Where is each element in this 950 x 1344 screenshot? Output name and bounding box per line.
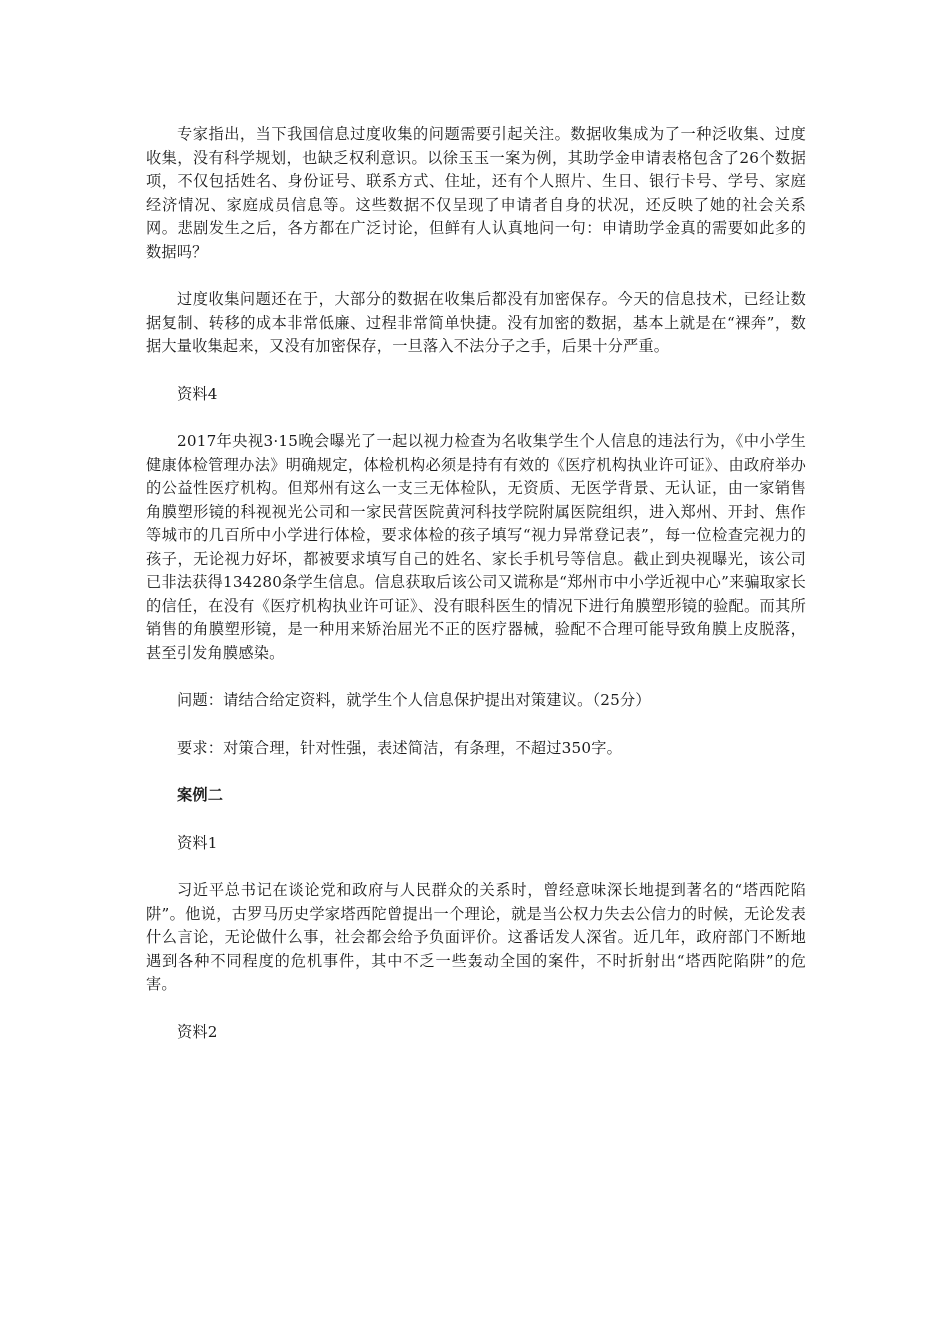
paragraph-encryption: 过度收集问题还在于，大部分的数据在收集后都没有加密保存。今天的信息技术，已经让数据复制、转移的成本非常低廉、过程非常简单快捷。没有加密的数据，基本上就是在“裸奔”，数据大量收集起来，又没有加密保存，一旦落入不法分子之手，后果十分严重。 — [146, 290, 806, 355]
paragraph-tacitus-trap: 习近平总书记在谈论党和政府与人民群众的关系时，曾经意味深长地提到著名的“塔西陀陷阱”。他说，古罗马历史学家塔西陀曾提出一个理论，就是当公权力失去公信力的时候，无论发表什么言论，无论做什么事，社会都会给予负面评价。这番话发人深省。近几年，政府部门不断地遇到各种不同程度的危机事件，其中不乏一些轰动全国的案件，不时折射出“塔西陀陷阱”的危害。 — [146, 881, 806, 993]
requirement-text: 要求：对策合理，针对性强，表述简洁，有条理，不超过350字。 — [177, 738, 623, 757]
case-two-heading: 案例二 — [177, 786, 224, 804]
material-1-label: 资料1 — [177, 833, 218, 852]
material-2-label: 资料2 — [177, 1022, 218, 1041]
paragraph-cctv-case: 2017年央视3·15晚会曝光了一起以视力检查为名收集学生个人信息的违法行为，《中小学生健康体检管理办法》明确规定，体检机构必须是持有有效的《医疗机构执业许可证》、由政府举办的公益性医疗机构。但郑州有这么一支三无体检队，无资质、无医学背景、无认证，由一家销售角膜塑形镜的科视视光公司和一家民营医院黄河科技学院附属医院组织，进入郑州、开封、焦作等城市的几百所中小学进行体检，要求体检的孩子填写“视力异常登记表”，每一位检查完视力的孩子，无论视力好坏，都被要求填写自己的姓名、家长手机号等信息。截止到央视曝光，该公司已非法获得134280条学生信息。信息获取后该公司又谎称是“郑州市中小学近视中心”来骗取家长的信任，在没有《医疗机构执业许可证》、没有眼科医生的情况下进行角膜塑形镜的验配。而其所销售的角膜塑形镜，是一种用来矫治屈光不正的医疗器械，验配不合理可能导致角膜上皮脱落，甚至引发角膜感染。 — [146, 432, 806, 662]
material-4-label: 资料4 — [177, 384, 218, 403]
paragraph-over-collection: 专家指出，当下我国信息过度收集的问题需要引起关注。数据收集成为了一种泛收集、过度收集，没有科学规划，也缺乏权利意识。以徐玉玉一案为例，其助学金申请表格包含了26个数据项，不仅包括姓名、身份证号、联系方式、住址，还有个人照片、生日、银行卡号、学号、家庭经济情况、家庭成员信息等。这些数据不仅呈现了申请者自身的状况，还反映了她的社会关系网。悲剧发生之后，各方都在广泛讨论，但鲜有人认真地问一句：申请助学金真的需要如此多的数据吗？ — [146, 125, 806, 261]
document-body — [146, 123, 806, 1044]
question-text: 问题：请结合给定资料，就学生个人信息保护提出对策建议。（25分） — [177, 691, 651, 709]
